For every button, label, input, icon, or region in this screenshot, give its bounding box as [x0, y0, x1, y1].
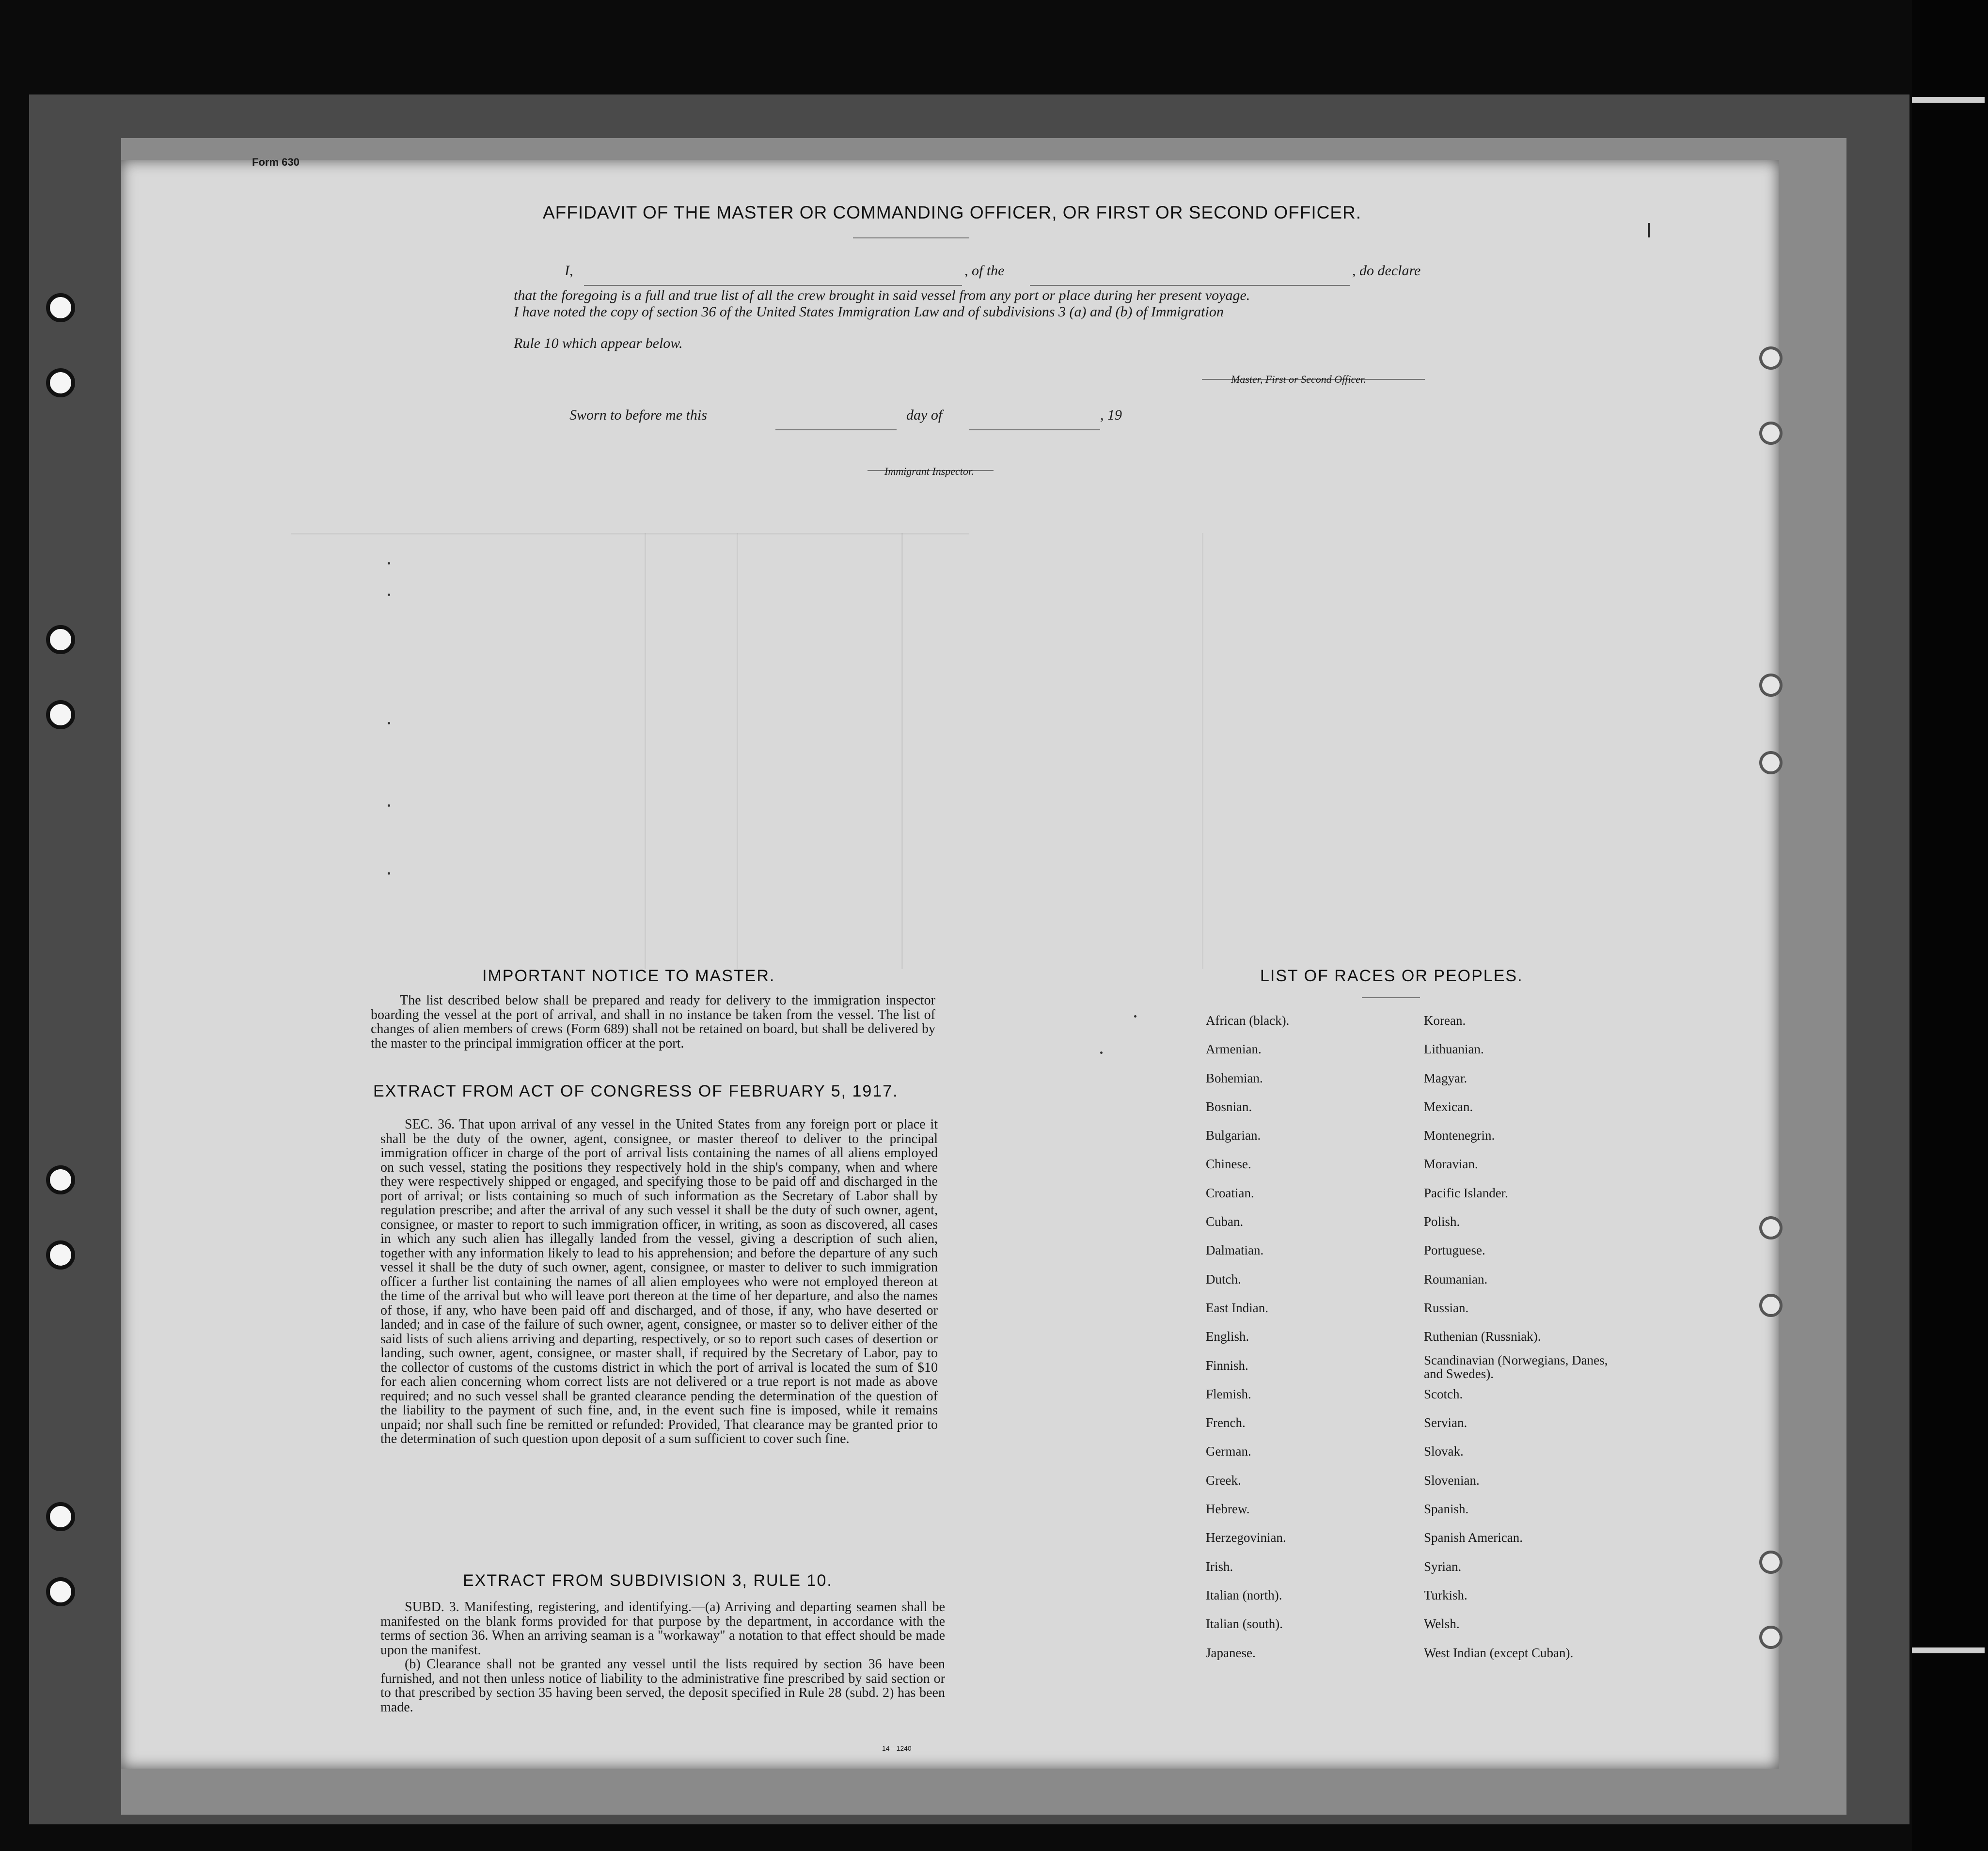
binder-ring [1759, 1626, 1783, 1649]
binder-ring [1759, 1216, 1783, 1239]
race-item: Portuguese. [1424, 1243, 1485, 1258]
binder-hole [46, 700, 75, 729]
race-item: Bosnian. [1206, 1099, 1252, 1114]
race-item: Cuban. [1206, 1214, 1244, 1229]
binder-hole [46, 1577, 75, 1606]
race-item: Montenegrin. [1424, 1128, 1495, 1143]
bleed-through-line [901, 533, 903, 969]
binder-hole [46, 1240, 75, 1270]
race-item: Hebrew. [1206, 1502, 1250, 1517]
race-item: Dalmatian. [1206, 1243, 1264, 1258]
race-item: Bohemian. [1206, 1070, 1263, 1085]
binder-hole [46, 293, 75, 322]
race-item: Dutch. [1206, 1271, 1241, 1286]
affidavit-line2: that the foregoing is a full and true list of all the crew brought in said vessel from any port or place during her present voyage. [514, 287, 1250, 303]
bleed-through-line [737, 533, 738, 969]
race-item: Welsh. [1424, 1616, 1460, 1631]
race-item: Ruthenian (Russniak). [1424, 1329, 1541, 1344]
title-rule [853, 237, 969, 238]
affidavit-line3: I have noted the copy of section 36 of the United States Immigration Law and of subdivisions 3 (a) and (b) of Immigration [514, 304, 1224, 320]
race-item: Polish. [1424, 1214, 1460, 1229]
race-item: Herzegovinian. [1206, 1530, 1286, 1545]
rule-extract-text-a: SUBD. 3. Manifesting, registering, and identifying.—(a) Arriving and departing seamen shall be manifested on the blank forms provided for that purpose by the department, in accordance with the terms of section 36. When an arriving seaman is a "workaway" a notation to that effect should be made upon the manifest. [380, 1600, 945, 1658]
race-item: Irish. [1206, 1559, 1233, 1574]
bleed-through-line [1202, 533, 1203, 969]
race-item: Mexican. [1424, 1099, 1473, 1114]
sworn-day-field[interactable] [775, 419, 897, 433]
binder-ring [1759, 1294, 1783, 1317]
race-item: Magyar. [1424, 1070, 1467, 1085]
race-item: Italian (south). [1206, 1616, 1283, 1631]
binder-hole [46, 1502, 75, 1531]
race-item: Turkish. [1424, 1587, 1467, 1602]
race-item: Moravian. [1424, 1157, 1478, 1172]
race-item: Italian (north). [1206, 1587, 1282, 1602]
affidavit-line1-start: I, [565, 263, 573, 279]
edge-bar [1912, 97, 1985, 103]
printer-mark: 14—1240 [882, 1744, 912, 1752]
binder-ring [1759, 751, 1783, 774]
race-item: Bulgarian. [1206, 1128, 1261, 1143]
stray-mark [388, 872, 390, 875]
rule-extract-title: EXTRACT FROM SUBDIVISION 3, RULE 10. [463, 1571, 833, 1590]
sworn-month-field[interactable] [969, 419, 1100, 433]
race-item: Finnish. [1206, 1358, 1248, 1373]
stray-mark [388, 562, 390, 565]
form-number: Form 630 [252, 156, 300, 168]
race-item: German. [1206, 1444, 1251, 1459]
race-item: Slovak. [1424, 1444, 1464, 1459]
race-item: Pacific Islander. [1424, 1185, 1508, 1200]
race-item: Spanish. [1424, 1502, 1469, 1517]
binder-hole [46, 1165, 75, 1194]
binder-hole [46, 368, 75, 397]
binder-ring [1759, 346, 1783, 370]
affidavit-line1-end: , do declare [1352, 263, 1421, 279]
race-item: Lithuanian. [1424, 1042, 1484, 1057]
stray-mark [388, 722, 390, 724]
race-item: West Indian (except Cuban). [1424, 1645, 1574, 1660]
race-item: English. [1206, 1329, 1249, 1344]
stray-mark [1100, 1051, 1103, 1054]
right-edge-strip [1912, 0, 1988, 1851]
race-item: East Indian. [1206, 1300, 1268, 1315]
races-column-2 [1424, 1006, 1608, 1667]
vessel-name-field[interactable] [1030, 274, 1350, 288]
race-item: Syrian. [1424, 1559, 1462, 1574]
bleed-through-line [645, 533, 646, 969]
binder-ring [1759, 422, 1783, 445]
sworn-year: , 19 [1100, 407, 1122, 423]
sworn-day-of: day of [906, 407, 943, 423]
race-item: African (black). [1206, 1013, 1290, 1028]
affiant-name-field[interactable] [584, 274, 962, 288]
race-item: Korean. [1424, 1013, 1466, 1028]
race-item: Japanese. [1206, 1645, 1256, 1660]
inspector-label: Immigrant Inspector. [884, 465, 974, 477]
sworn-text: Sworn to before me this [569, 407, 707, 423]
races-title-rule [1362, 997, 1420, 998]
race-item: Croatian. [1206, 1185, 1254, 1200]
stray-mark [1134, 1015, 1136, 1018]
race-item: Scandinavian (Norwegians, Danes, and Swedes). [1424, 1352, 1608, 1381]
edge-bar [1912, 1647, 1985, 1653]
race-item: Spanish American. [1424, 1530, 1523, 1545]
binder-ring [1759, 1551, 1783, 1574]
affidavit-line4: Rule 10 which appear below. [514, 335, 683, 351]
race-item: Armenian. [1206, 1042, 1262, 1057]
officer-signature-label: Master, First or Second Officer. [1231, 373, 1366, 385]
affidavit-title: AFFIDAVIT OF THE MASTER OR COMMANDING OFFICER, OR FIRST OR SECOND OFFICER. [543, 203, 1362, 222]
race-item: Roumanian. [1424, 1271, 1488, 1286]
binder-hole [46, 625, 75, 654]
race-item: Slovenian. [1424, 1473, 1480, 1488]
affidavit-line1-mid: , of the [964, 263, 1005, 279]
act-extract-text: SEC. 36. That upon arrival of any vessel in the United States from any foreign port or place it shall be the duty of the owner, agent, consignee, or master thereof to deliver to the principal immigration officer in charge of the port of arrival lists containing the names of all aliens employed on such vessel, stating the positions they respectively hold in the ship's company, when and where they were respectively shipped or engaged, and specifying those to be paid off and discharged in the port of arrival; or lists containing so much of such information as the Secretary of Labor shall by regulation prescribe; and after the arrival of any such vessel it shall be the duty of such owner, agent, consignee, or master to report to such immigration officer, in writing, as soon as discovered, all cases in which any such alien has illegally landed from the vessel, giving a description of such alien, together with any information likely to lead to his apprehension; and before the departure of any such vessel it shall be the duty of such owner, agent, consignee, or master to deliver to such immigration officer a further list containing the names of all alien employees who were not employed thereon at the time of the arrival but who will leave port thereon at the time of her departure, and also the names of those, if any, who have been paid off and discharged, and of those, if any, who have deserted or landed; and in case of the failure of such owner, agent, consignee, or master so to deliver either of the said lists of such aliens arriving and departing, respectively, or so to report such cases of desertion or landing, such owner, agent, consignee, or master shall, if required by the Secretary of Labor, pay to the collector of customs of the customs district in which the port of arrival is located the sum of $10 for each alien concerning whom correct lists are not delivered or a true report is not made as above required; and no such vessel shall be granted clearance pending the determination of the question of the liability to the payment of such fine, and, in the event such fine is imposed, while it remains unpaid; nor shall such fine be remitted or refunded: Provided, That clearance may be granted prior to the determination of such question upon deposit of a sum sufficient to cover such fine. [380, 1117, 938, 1446]
notice-text: The list described below shall be prepared and ready for delivery to the immigration inspector boarding the vessel at the port of arrival, and shall in no instance be taken from the vessel. The list of changes of alien members of crews (Form 689) shall not be retained on board, but shall be delivered by the master to the principal immigration officer at the port. [371, 993, 935, 1051]
stray-mark [1648, 223, 1650, 237]
stray-mark [388, 804, 390, 807]
race-item: Russian. [1424, 1300, 1469, 1315]
act-extract-title: EXTRACT FROM ACT OF CONGRESS OF FEBRUARY 5, 1917. [373, 1082, 899, 1100]
bleed-through-line [291, 533, 969, 534]
rule-extract-text-b: (b) Clearance shall not be granted any vessel until the lists required by section 36 have been furnished, and not then unless notice of liability to the administrative fine prescribed by said section or to that prescribed by section 35 having been served, the deposit specified in Rule 28 (subd. 2) has been made. [380, 1657, 945, 1715]
race-item: Chinese. [1206, 1157, 1251, 1172]
races-title: LIST OF RACES OR PEOPLES. [1260, 967, 1523, 985]
notice-title: IMPORTANT NOTICE TO MASTER. [482, 967, 775, 985]
binder-ring [1759, 674, 1783, 697]
stray-mark [388, 594, 390, 596]
race-item: French. [1206, 1415, 1246, 1430]
race-item: Servian. [1424, 1415, 1467, 1430]
race-item: Flemish. [1206, 1386, 1251, 1401]
race-item: Scotch. [1424, 1386, 1463, 1401]
race-item: Greek. [1206, 1473, 1241, 1488]
races-column-1 [1206, 1006, 1289, 1667]
